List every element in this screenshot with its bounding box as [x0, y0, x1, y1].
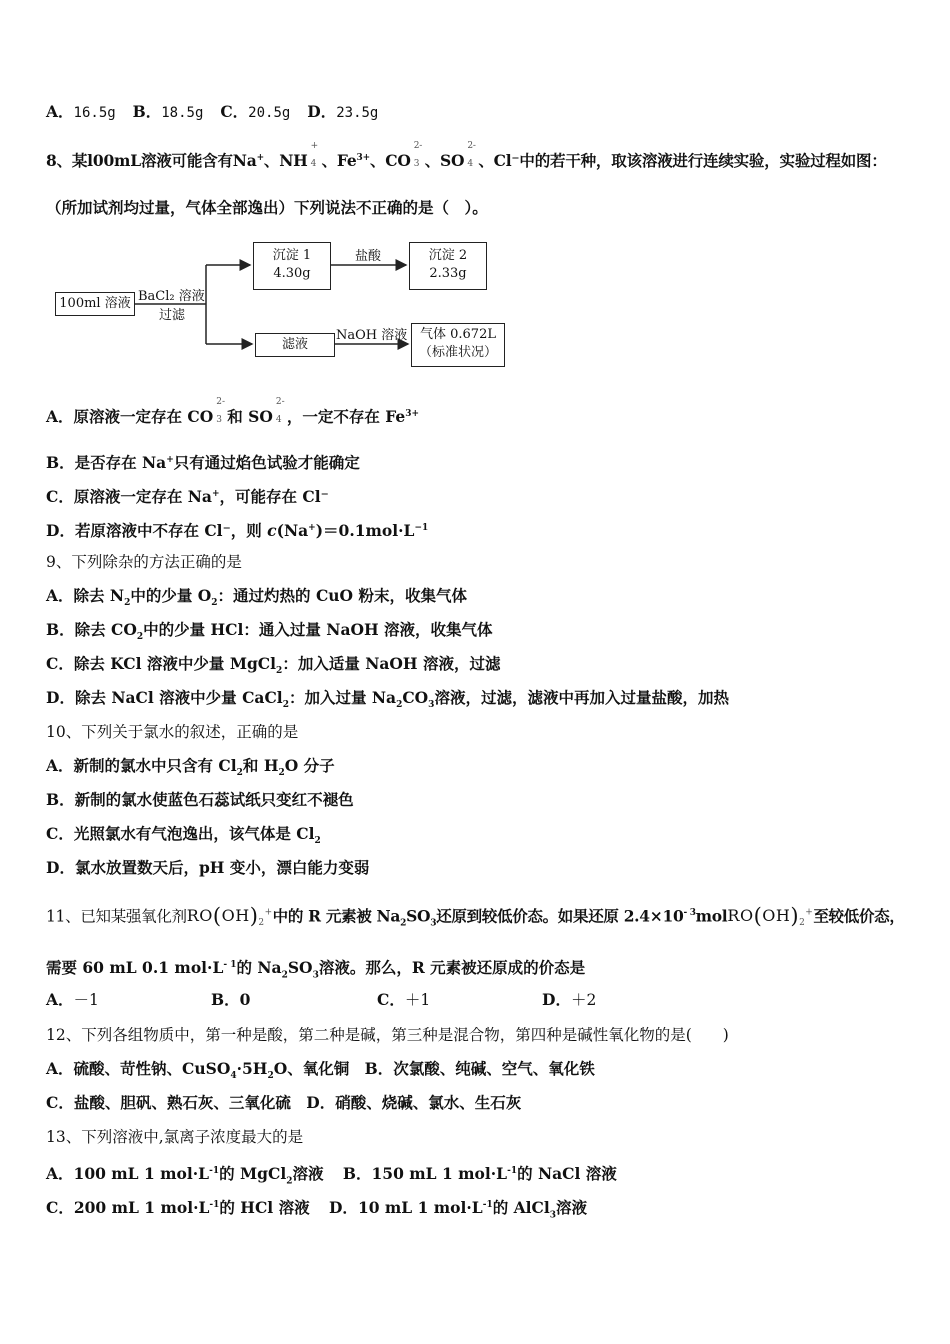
- q11-stem-line2: 需要 60 mL 0.1 $mol\cdot L^{- 1}$的 $Na_2SO_3$溶液。那么，R 元素被还原成的价态是: [46, 958, 586, 981]
- q11-stem-line1: 11、已知某强氧化剂$RO(OH)_2^+$中的 R 元素被 $Na_2SO_3$还原到较低价态。如果还原 $2.4\times 10^{- 3}molRO(OH)_2^+$至较低价态，: [46, 904, 905, 929]
- gas-box: 气体 0.672L （标准状况）: [411, 323, 505, 367]
- q10-stem: 10、下列关于氯水的叙述，正确的是: [46, 723, 299, 741]
- q7-options: A．16.5g B．18.5g C．20.5g D．23.5g: [46, 102, 379, 121]
- q10-option-b: B．新制的氯水使蓝色石蕊试纸只变红不褪色: [46, 790, 354, 809]
- q9-option-b: B．除去 $CO_2$中的少量 HCl：通入过量 NaOH 溶液，收集气体: [46, 620, 493, 643]
- q12-stem: 12、下列各组物质中，第一种是酸，第二种是碱，第三种是混合物，第四种是碱性氧化物的是( ): [46, 1026, 729, 1044]
- q8-stem-line1: 8、某l00mL溶液可能含有Na+、NH + 4 、$Fe^{3+}$、CO 2- 3 、SO 2- 4 、Cl⁻中的若干种，取该溶液进行连续实验，实验过程如图：: [46, 141, 887, 171]
- q10-option-a: A．新制的氯水中只含有 $Cl_2$和 $H_2O$ 分子: [46, 756, 335, 779]
- q13-stem: 13、下列溶液中,氯离子浓度最大的是: [46, 1128, 304, 1146]
- q9-stem: 9、下列除杂的方法正确的是: [46, 553, 242, 571]
- q8-option-a: A．原溶液一定存在 CO 2- 3 和 SO 2- 4 ，一定不存在 $Fe^{3+}$: [46, 397, 420, 427]
- reagent3-label: NaOH 溶液: [336, 328, 408, 343]
- ppt1-box: 沉淀 1 4.30g: [253, 242, 331, 290]
- q12-options-cd: C．盐酸、胆矾、熟石灰、三氧化硫 D．硝酸、烧碱、氯水、生石灰: [46, 1093, 522, 1112]
- q9-option-d: D．除去 NaCl 溶液中少量 CaCl$_2$：加入过量 $Na_2CO_3$溶液，过滤，滤液中再加入过量盐酸，加热: [46, 688, 729, 711]
- q13-options-ab: A．100 mL 1 $mol\cdot L^{-1}$的 MgCl$_2$溶液 B．150 mL 1 $mol\cdot L^{-1}$的 NaCl 溶液: [46, 1164, 617, 1187]
- q12-options-ab: A．硫酸、苛性钠、$CuSO_4\cdot 5H_2O$、氧化铜 B．次氯酸、纯碱、空气、氧化铁: [46, 1059, 595, 1082]
- ro-oh2-formula-2: $RO(OH)_2^+$: [727, 904, 814, 929]
- reagent2-label: 盐酸: [355, 249, 382, 264]
- q10-option-c: C．光照氯水有气泡逸出，该气体是 $Cl_2$: [46, 824, 321, 847]
- q10-option-d: D．氯水放置数天后，pH 变小，漂白能力变弱: [46, 858, 370, 877]
- filtrate-box: 滤液: [255, 333, 335, 357]
- q9-option-a: A．除去 $N_2$中的少量 $O_2$：通过灼热的 CuO 粉末，收集气体: [46, 586, 467, 609]
- q9-option-c: C．除去 KCl 溶液中少量 MgCl$_2$：加入适量 NaOH 溶液，过滤: [46, 654, 501, 677]
- reagent1-label: BaCl₂ 溶液: [138, 289, 205, 304]
- ppt2-box: 沉淀 2 2.33g: [409, 242, 487, 290]
- q13-options-cd: C．200 mL 1 $mol\cdot L^{-1}$的 HCl 溶液 D．10 mL 1 $mol\cdot L^{-1}$的 AlCl$_3$溶液: [46, 1198, 588, 1221]
- op1-label: 过滤: [159, 308, 186, 323]
- q8-option-c: C．原溶液一定存在 Na+，可能存在 Cl⁻: [46, 487, 329, 507]
- q8-stem-line2: （所加试剂均过量，气体全部逸出）下列说法不正确的是（ ）。: [46, 198, 488, 217]
- q8-option-b: B．是否存在 Na+只有通过焰色试验才能确定: [46, 453, 360, 473]
- q8-option-d: D．若原溶液中不存在 Cl⁻，则 $c(Na^+)=0.1mol\cdot L^{-1}$: [46, 521, 429, 541]
- sample-box: 100ml 溶液: [55, 292, 135, 316]
- ro-oh2-formula: $RO(OH)_2^+$: [186, 904, 273, 929]
